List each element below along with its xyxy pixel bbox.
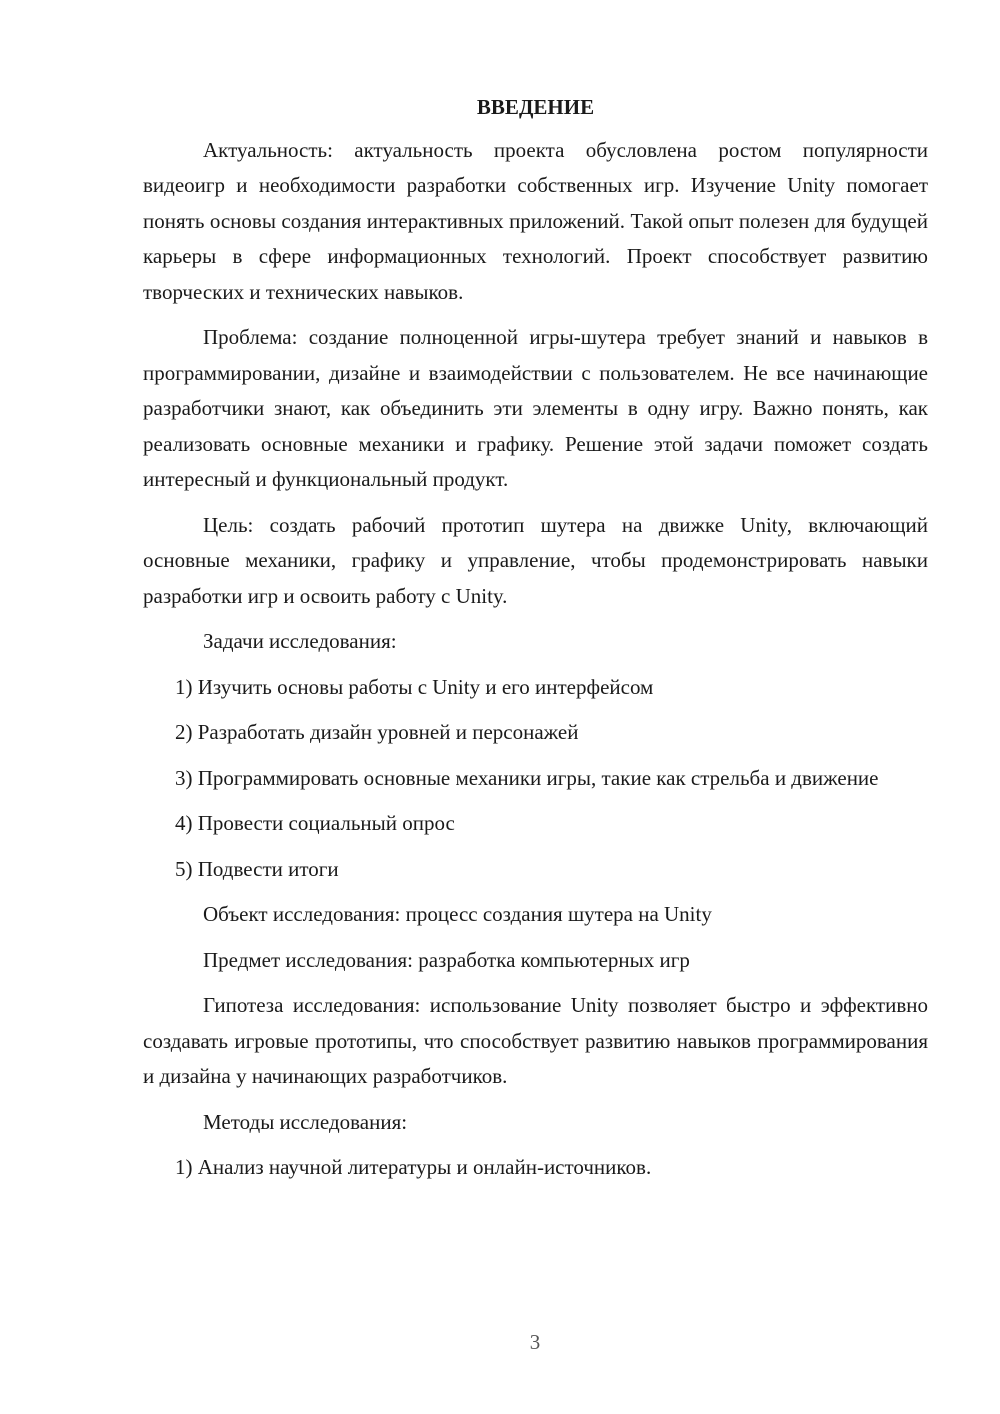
page-number: 3: [529, 1330, 541, 1354]
paragraph-problem: Проблема: создание полноценной игры-шутера требует знаний и навыков в программировании, дизайне и взаимодействии с пользователем. Не все начинающие разработчики знают, как объединить эти элементы в одну игру. Важно понять, как реализовать основные механики и графику. Решение этой задачи поможет создать интересный и функциональный продукт.: [143, 325, 928, 491]
list-item: 5) Подвести итоги: [175, 856, 339, 881]
list-item: 4) Провести социальный опрос: [175, 811, 455, 835]
paragraph-methods-heading: Методы исследования:: [203, 1109, 408, 1134]
paragraph-object: Объект исследования: процесс создания шутера на Unity: [203, 902, 712, 926]
paragraph-tasks-heading: Задачи исследования:: [203, 629, 397, 653]
paragraph-relevance: Актуальность: актуальность проекта обусловлена ростом популярности видеоигр и необходимости разработки собственных игр. Изучение Unity помогает понять основы создания интерактивных приложений. Такой опыт полезен для будущей карьеры в сфере информационных технологий. Проект способствует развитию творческих и технических навыков.: [143, 137, 928, 304]
paragraph-hypothesis: Гипотеза исследования: использование Unity позволяет быстро и эффективно создавать игровые прототипы, что способствует развитию навыков программирования и дизайна у начинающих разработчиков.: [143, 993, 928, 1088]
paragraph-subject: Предмет исследования: разработка компьютерных игр: [203, 947, 690, 972]
document-page: [143, 90, 928, 1196]
list-item: 1) Анализ научной литературы и онлайн-источников.: [175, 1155, 652, 1179]
list-item: 3) Программировать основные механики игры, такие как стрельба и движение: [175, 765, 879, 790]
list-item: 1) Изучить основы работы с Unity и его интерфейсом: [175, 674, 654, 699]
list-item: 2) Разработать дизайн уровней и персонажей: [175, 720, 579, 744]
section-title: ВВЕДЕНИЕ: [476, 95, 595, 119]
paragraph-goal: Цель: создать рабочий прототип шутера на движке Unity, включающий основные механики, графику и управление, чтобы продемонстрировать навыки разработки игр и освоить работу с Unity.: [143, 512, 928, 608]
